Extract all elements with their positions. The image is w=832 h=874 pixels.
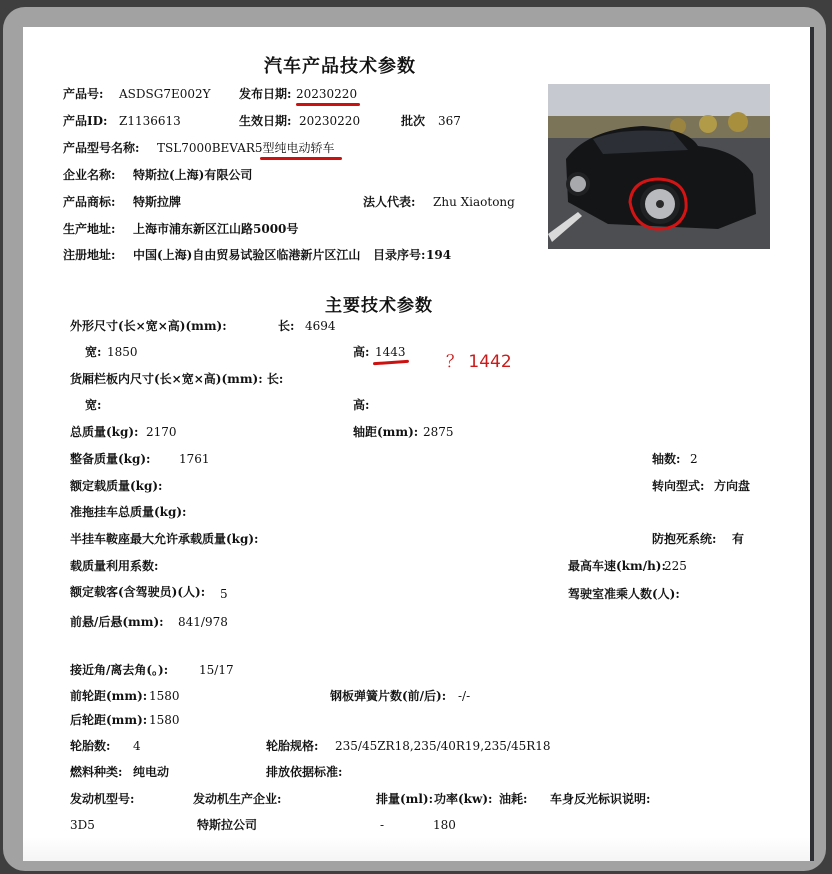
registered-address-label: 注册地址:	[63, 248, 116, 262]
passengers-label: 额定载客(含驾驶员)(人):	[70, 585, 206, 599]
max-speed-label: 最高车速(km/h):	[568, 559, 666, 573]
model-name-label: 产品型号名称:	[63, 141, 140, 155]
effective-date-label: 生效日期:	[239, 114, 292, 128]
passengers-value: 5	[220, 587, 228, 601]
approach-label: 接近角/离去角(。):	[70, 663, 169, 677]
registered-address-value: 中国(上海)自由贸易试验区临港新片区江山	[133, 248, 361, 262]
axles-value: 2	[690, 452, 698, 466]
fuel-label: 燃料种类:	[70, 765, 123, 779]
engine-displacement-value: -	[380, 818, 385, 832]
product-no-value: ASDSG7E002Y	[119, 87, 211, 101]
document-page	[23, 27, 814, 861]
tire-spec-label: 轮胎规格:	[266, 739, 319, 753]
steering-value: 方向盘	[714, 479, 751, 493]
abs-label: 防抱死系统:	[652, 532, 717, 546]
length-label: 长:	[278, 319, 295, 333]
catalog-no-value: 194	[426, 248, 452, 262]
engine-header-displacement: 排量(ml):	[376, 792, 434, 806]
total-mass-value: 2170	[146, 425, 177, 439]
overhang-value: 841/978	[178, 615, 228, 629]
company-value: 特斯拉(上海)有限公司	[133, 168, 253, 182]
cargo-width-label: 宽:	[85, 398, 102, 412]
model-name-value: TSL7000BEVAR5型纯电动轿车	[157, 141, 335, 155]
release-date-label: 发布日期:	[239, 87, 292, 101]
product-id-label: 产品ID:	[63, 114, 108, 128]
cab-passengers-label: 驾驶室准乘人数(人):	[568, 587, 680, 601]
curb-mass-value: 1761	[179, 452, 210, 466]
height-label: 高:	[353, 345, 370, 359]
tire-count-value: 4	[133, 739, 141, 753]
total-mass-label: 总质量(kg):	[70, 425, 139, 439]
document-title: 汽车产品技术参数	[264, 56, 416, 77]
wheelbase-value: 2875	[423, 425, 454, 439]
release-date-value: 20230220	[296, 87, 358, 101]
front-track-value: 1580	[149, 689, 180, 703]
approach-value: 15/17	[199, 663, 234, 677]
red-underline-annotation	[373, 360, 409, 366]
vehicle-photo	[548, 84, 770, 249]
screenshot-frame	[3, 7, 826, 871]
car-image-icon	[548, 84, 770, 249]
product-id-value: Z1136613	[119, 114, 181, 128]
length-value: 4694	[305, 319, 336, 333]
engine-power-value: 180	[433, 818, 456, 832]
width-label: 宽:	[85, 345, 102, 359]
height-value: 1443	[375, 345, 406, 359]
abs-value: 有	[732, 532, 745, 546]
axles-label: 轴数:	[652, 452, 681, 466]
engine-model-value: 3D5	[70, 818, 95, 832]
engine-manufacturer-value: 特斯拉公司	[197, 818, 258, 832]
emission-label: 排放依据标准:	[266, 765, 343, 779]
tire-spec-value: 235/45ZR18,235/40R19,235/45R18	[335, 739, 551, 753]
cargo-height-label: 高:	[353, 398, 370, 412]
legal-rep-value: Zhu Xiaotong	[433, 195, 515, 209]
red-underline-annotation	[260, 157, 342, 160]
saddle-load-label: 半挂车鞍座最大允许承载质量(kg):	[70, 532, 259, 546]
brand-label: 产品商标:	[63, 195, 116, 209]
rear-track-value: 1580	[149, 713, 180, 727]
overhang-label: 前悬/后悬(mm):	[70, 615, 164, 629]
cargo-dimensions-label: 货厢栏板内尺寸(长×宽×高)(mm): 长:	[70, 372, 284, 386]
brand-value: 特斯拉牌	[133, 195, 182, 209]
rear-track-label: 后轮距(mm):	[70, 713, 148, 727]
tire-count-label: 轮胎数:	[70, 739, 111, 753]
max-speed-value: 225	[664, 559, 687, 573]
production-address-label: 生产地址:	[63, 222, 116, 236]
product-no-label: 产品号:	[63, 87, 104, 101]
load-util-label: 载质量利用系数:	[70, 559, 159, 573]
red-underline-annotation	[296, 103, 360, 106]
front-track-label: 前轮距(mm):	[70, 689, 148, 703]
production-address-value: 上海市浦东新区江山路5000号	[133, 222, 299, 236]
wheelbase-label: 轴距(mm):	[353, 425, 419, 439]
effective-date-value: 20230220	[299, 114, 361, 128]
steering-label: 转向型式:	[652, 479, 705, 493]
dimensions-label: 外形尺寸(长×宽×高)(mm):	[70, 319, 227, 333]
engine-header-power: 功率(kw):	[434, 792, 493, 806]
engine-header-manufacturer: 发动机生产企业:	[193, 792, 282, 806]
batch-value: 367	[438, 114, 461, 128]
legal-rep-label: 法人代表:	[363, 195, 416, 209]
company-label: 企业名称:	[63, 168, 116, 182]
rated-load-label: 额定载质量(kg):	[70, 479, 163, 493]
handwritten-height-note: ？ 1442	[446, 352, 512, 372]
engine-header-model: 发动机型号:	[70, 792, 135, 806]
catalog-no-label: 目录序号:	[373, 248, 426, 262]
trailer-mass-label: 准拖挂车总质量(kg):	[70, 505, 187, 519]
batch-label: 批次	[401, 114, 426, 128]
engine-header-reflective-marking: 车身反光标识说明:	[550, 792, 651, 806]
fuel-value: 纯电动	[133, 765, 170, 779]
leaf-spring-value: -/-	[458, 689, 471, 703]
leaf-spring-label: 钢板弹簧片数(前/后):	[330, 689, 447, 703]
engine-header-fuel-consumption: 油耗:	[499, 792, 528, 806]
curb-mass-label: 整备质量(kg):	[70, 452, 151, 466]
width-value: 1850	[107, 345, 138, 359]
section-title: 主要技术参数	[325, 296, 433, 316]
